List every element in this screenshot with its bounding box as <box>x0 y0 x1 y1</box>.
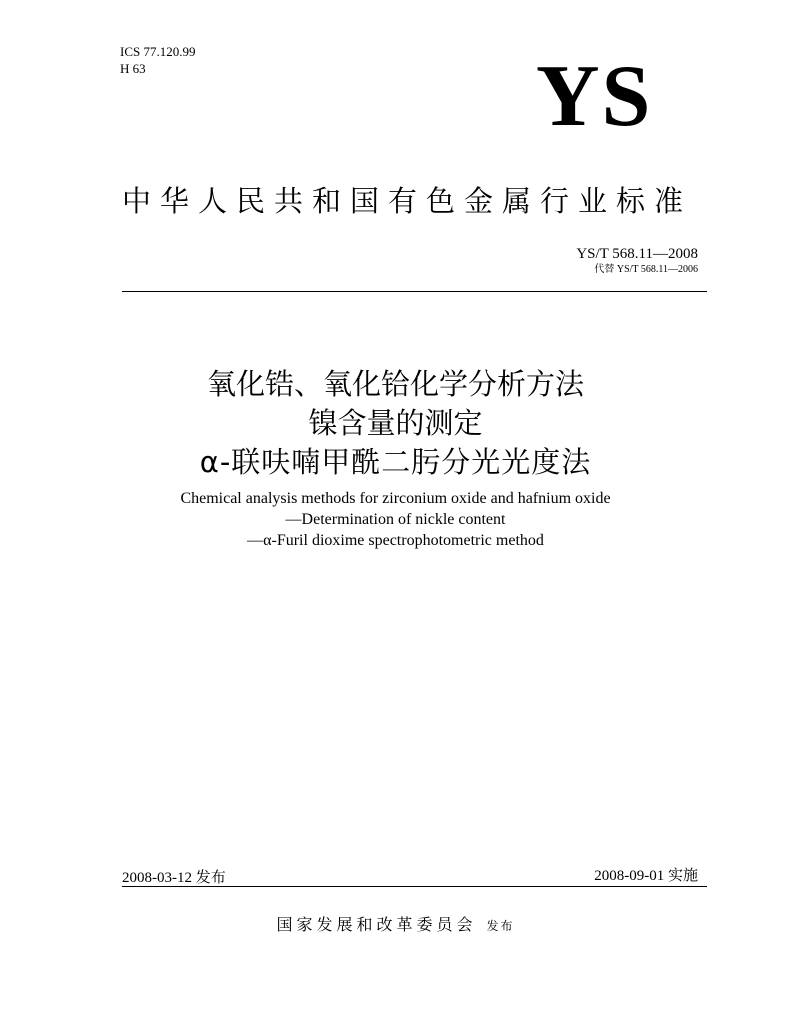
english-title-line-1: Chemical analysis methods for zirconium oxide and hafnium oxide <box>180 490 611 507</box>
chinese-title-line-2: 镍含量的测定 <box>308 406 483 440</box>
organization-title: 中华人民共和国有色金属行业标准 <box>122 184 693 218</box>
header-divider <box>122 291 707 292</box>
chinese-title-line-3: α-联呋喃甲酰二肟分光光度法 <box>199 445 592 479</box>
issue-date: 2008-03-12 发布 <box>122 870 226 886</box>
replaces-note: 代替 YS/T 568.11—2006 <box>594 264 698 275</box>
ics-code: ICS 77.120.99 <box>120 44 196 59</box>
implementation-date: 2008-09-01 实施 <box>594 868 698 884</box>
english-title-line-2: —Determination of nickle content <box>285 511 506 528</box>
standard-number: YS/T 568.11—2008 <box>576 246 698 262</box>
classification-codes <box>120 43 195 77</box>
english-title-line-3: —α-Furil dioxime spectrophotometric method <box>247 532 544 549</box>
chinese-title-line-1: 氧化锆、氧化铪化学分析方法 <box>206 367 584 401</box>
publisher-suffix: 发布 <box>486 919 515 933</box>
english-title <box>0 488 791 551</box>
footer-divider <box>122 886 707 887</box>
chinese-title <box>0 365 791 482</box>
standard-number-block <box>576 245 698 277</box>
ys-logo: YS <box>536 48 653 145</box>
ccs-code: H 63 <box>120 61 146 76</box>
publisher-name: 国家发展和改革委员会 <box>276 915 477 934</box>
publisher-line <box>0 912 791 935</box>
